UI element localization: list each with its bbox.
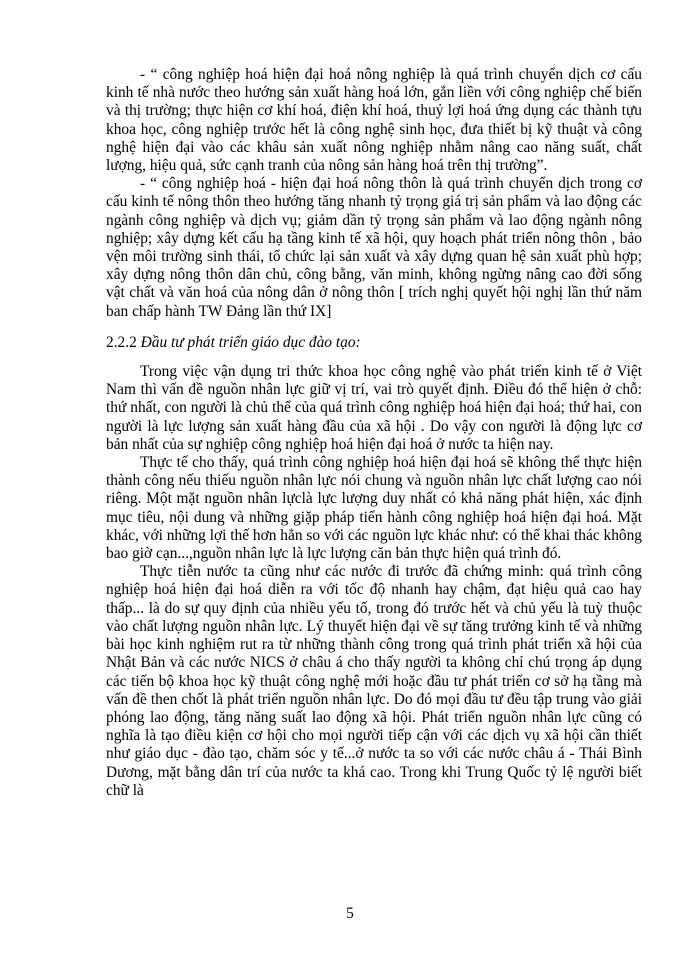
section-title: Đầu tư phát triển giáo dục đào tạo: [140,333,361,351]
section-number: 2.2.2 [106,333,137,351]
page-number: 5 [346,905,354,922]
paragraph-human-resources: Trong việc vận dụng tri thức khoa học công nghệ vào phát triển kinh tế ở Việt Nam thì vấn đề nguồn nhân lực giữ vị trí, vai trò quyết định. Điều đó thể hiện ở chỗ: thứ nhất, con người là chủ thể của quá trình công nghiệp hoá hiện đại hoá; thứ hai, con người là lực lượng sản xuất hàng đầu của xã hội . Do vậy con người là động lực cơ bản nhất của sự nghiệp công nghiệp hoá hiện đại hoá ở nước ta hiện nay. [106,363,642,453]
paragraph-reality: Thực tế cho thấy, quá trình công nghiệp hoá hiện đại hoá sẽ không thể thực hiện thành công nếu thiếu nguồn nhân lực nói chung và nguồn nhân lực chất lượng cao nói riêng. Một mặt nguồn nhân lựclà lực lượng duy nhất có khả năng phát hiện, xác định mục tiêu, nội dung và những giặp pháp tiến hành công nghiệp hoá hiện đại hoá. Mặt khác, với những lợi thế hơn hẳn so với các nguồn lực khác như: có thể khai thác không bao giờ cạn...,nguồn nhân lực là lực lượng căn bản thực hiện quá trình đó. [106,454,642,563]
paragraph-rural-definition: - “ công nghiệp hoá - hiện đại hoá nông thôn là quá trình chuyển dịch trong cơ cấu kinh tế nông thôn theo hướng tăng nhanh tỷ trọng giá trị sản phẩm và lao động các ngành công nghiệp và dịch vụ; giảm dần tỷ trọng sản phẩm và lao động ngành nông nghiệp; xây dựng kết cấu hạ tầng kinh tế xã hội, quy hoạch phát triển nông thôn , bảo vện môi trường sinh thái, tổ chức lại sản xuất và xây dựng quan hệ sản xuất phù hợp; xây dựng nông thôn dân chủ, công bằng, văn minh, không ngừng nâng cao đời sống vật chất và văn hoá của nông dân ở nông thôn [ trích nghị quyết hội nghị lần thứ năm ban chấp hành TW Đảng lần thứ IX] [106,175,642,320]
page-content [106,66,642,800]
paragraph-practice: Thực tiễn nước ta cũng như các nước đi trước đã chứng minh: quá trình công nghiệp hoá hiện đại hoá diễn ra với tốc độ nhanh hay chậm, đạt hiệu quả cao hay thấp... là do sự quy định của nhiều yếu tố, trong đó trước hết và chủ yếu là tuỳ thuộc vào chất lượng nguồn nhân lực. Lý thuyết hiện đại về sự tăng trưởng kinh tế và những bài học kinh nghiệm rut ra từ những thành công trong quá trình phát triển xã hội của Nhật Bản và các nước NICS ở châu á cho thấy người ta không chỉ chú trọng áp dụng các tiến bộ khoa học kỹ thuật công nghệ mới hoặc đầu tư phát triển cơ sở hạ tầng mà vấn đề then chốt là phát triển nguồn nhân lực. Do đó mọi đầu tư đều tập trung vào giải phóng lao động, tăng năng suất lao động xã hội. Phát triển nguồn nhân lực cũng có nghĩa là tạo điều kiện cơ hội cho mọi người tiếp cận với các dịch vụ xã hội cần thiết như giáo dục - đào tạo, chăm sóc y tế...ở nước ta so với các nước châu á - Thái Bình Dương, mặt bằng dân trí của nước ta khá cao. Trong khi Trung Quốc tỷ lệ người biết chữ là [106,563,642,799]
paragraph-agriculture-definition: - “ công nghiệp hoá hiện đại hoá nông nghiệp là quá trình chuyển dịch cơ cấu kinh tế nhà nước theo hướng sản xuất hàng hoá lớn, gắn liền với công nghiệp chế biến và thị trường; thực hiện cơ khí hoá, điện khí hoá, thuỷ lợi hoá ứng dụng các thành tựu khoa học, công nghiệp trước hết là công nghệ sinh học, đưa thiết bị kỹ thuật và công nghệ hiện đại vào các khâu sản xuất nông nghiệp nhằm nâng cao năng suất, chất lượng, hiệu quả, sức cạnh tranh của nông sản hàng hoá trên thị trường”. [106,66,642,175]
section-heading [106,334,642,352]
